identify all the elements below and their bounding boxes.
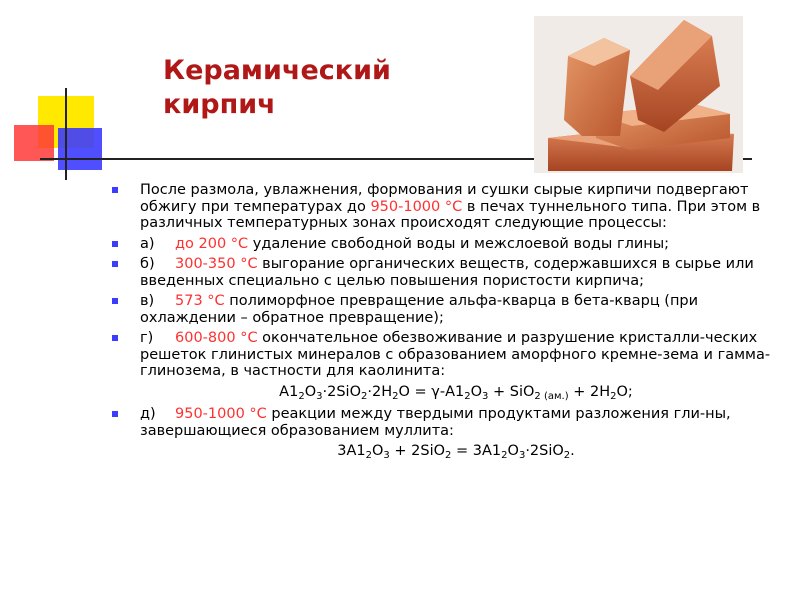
- item-text: удаление свободной воды и межслоевой воды глины;: [248, 235, 670, 252]
- list-item: [112, 406, 772, 460]
- bullet-icon: [112, 411, 118, 417]
- item-label: а): [140, 235, 155, 252]
- item-label: г): [140, 330, 154, 346]
- list-item: [112, 236, 772, 253]
- item-label: б): [140, 256, 155, 272]
- slide-title-line2: кирпич: [163, 89, 276, 120]
- item-temperature: 950-1000 °С: [175, 406, 267, 422]
- intro-temperature: 950-1000 °С: [370, 198, 463, 215]
- item-text: окончательное обезвоживание и разрушение кристалли-ческих решеток глинистых минералов с образованием аморфного кремне-зема и гамма-глинозема, в частности для каолинита:: [140, 330, 771, 379]
- formula-mullite: $3А1_2О_3 + 2SiО_2 = 3А1_2О_3\cdot 2SiО_2$.: [337, 443, 575, 461]
- item-temperature: 300-350 °С: [175, 256, 258, 272]
- item-text: выгорание органических веществ, содержавшихся в сырье или введенных специально с целью повышения пористости кирпича;: [140, 256, 754, 289]
- decor-vertical-line: [65, 88, 67, 180]
- list-item: [112, 293, 772, 326]
- bullet-icon: [112, 298, 118, 304]
- decor-red-square: [14, 125, 54, 161]
- slide-title-line1: Керамический: [163, 55, 391, 86]
- list-item-intro: [112, 182, 772, 232]
- item-label: в): [140, 293, 155, 309]
- bullet-icon: [112, 261, 118, 267]
- slide-title: [163, 54, 463, 122]
- formula-kaolinite: $А1_2О_3\cdot 2SiО_2\cdot 2Н_2О = \gamma-А1_2О_3 + SiО_{2 (ам.)} + 2Н_2О$;: [279, 383, 633, 402]
- item-temperature: до 200 °С: [175, 235, 249, 252]
- item-temperature: 600-800 °С: [175, 330, 258, 346]
- intro-text: После размола, увлажнения, формования и сушки сырые кирпичи подвергают обжигу при температурах до: [140, 182, 749, 215]
- intro-text-end: в печах туннельного типа. При этом в различных температурных зонах происходят следующие процессы:: [140, 198, 761, 231]
- bullet-icon: [112, 335, 118, 341]
- bullet-icon: [112, 187, 118, 193]
- item-text: полиморфное превращение альфа-кварца в бета-кварц (при охлаждении – обратное превращение);: [140, 293, 699, 326]
- list-item: [112, 330, 772, 400]
- item-label: д): [140, 406, 156, 422]
- brick-illustration: [534, 16, 743, 173]
- item-text: реакции между твердыми продуктами разложения гли-ны, завершающиеся образованием муллита:: [140, 406, 731, 439]
- list-item: [112, 256, 772, 289]
- item-temperature: 573 °С: [175, 293, 225, 309]
- slide-body: [112, 182, 772, 466]
- bullet-icon: [112, 241, 118, 247]
- brick-photo: [534, 16, 743, 173]
